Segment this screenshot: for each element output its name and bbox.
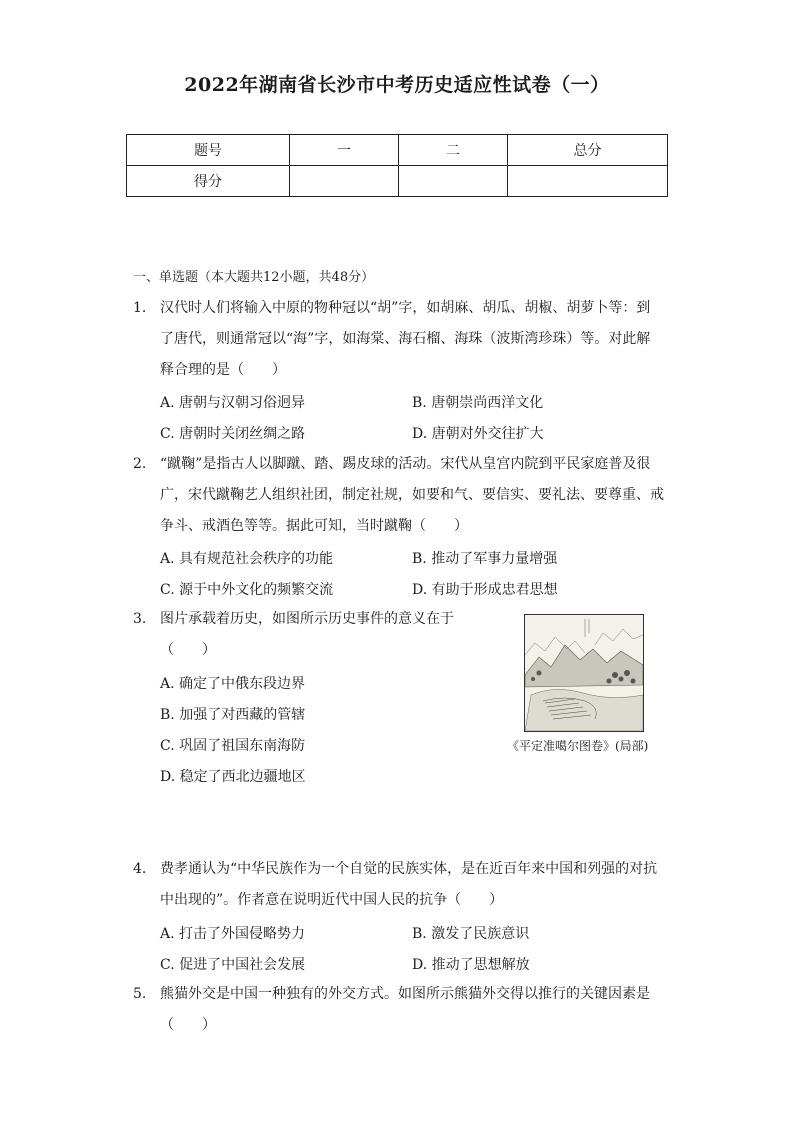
score-table-header-row [127, 135, 668, 166]
section-heading: 一、单选题（本大题共12小题，共48分） [133, 270, 375, 285]
option-d[interactable]: D. 唐朝对外交往扩大 [412, 426, 544, 442]
score-header-cell: 二 [399, 135, 508, 166]
score-table [126, 134, 668, 197]
option-d[interactable]: D. 稳定了西北边疆地区 [160, 769, 306, 785]
question-text-line: 汉代时人们将输入中原的物种冠以“胡”字，如胡麻、胡瓜、胡椒、胡萝卜等：到 [160, 300, 651, 316]
option-b[interactable]: B. 加强了对西藏的管辖 [160, 707, 306, 723]
question-text-line: 了唐代，则通常冠以“海”字，如海棠、海石榴、海珠（波斯湾珍珠）等。对此解 [160, 331, 651, 347]
painting-illustration [525, 615, 643, 731]
score-table-score-row [127, 166, 668, 197]
score-header-cell: 题号 [127, 135, 290, 166]
option-a[interactable]: A. 打击了外国侵略势力 [160, 926, 306, 942]
option-c[interactable]: C. 巩固了祖国东南海防 [160, 738, 306, 754]
option-d[interactable]: D. 有助于形成忠君思想 [412, 582, 558, 598]
option-b[interactable]: B. 唐朝崇尚西洋文化 [412, 395, 544, 411]
option-d[interactable]: D. 推动了思想解放 [412, 957, 530, 973]
figure-caption: 《平定准噶尔图卷》(局部) [507, 739, 649, 753]
question-text-line: （ ） [160, 1017, 216, 1033]
score-cell [508, 166, 668, 197]
question-text-line: （ ） [160, 642, 216, 658]
score-row-label: 得分 [127, 166, 290, 197]
question-text-line: 释合理的是（ ） [160, 362, 286, 378]
question-text-line: “蹴鞠”是指古人以脚蹴、踏、踢皮球的活动。宋代从皇宫内院到平民家庭普及很 [160, 456, 651, 472]
question-text-line: 熊猫外交是中国一种独有的外交方式。如图所示熊猫外交得以推行的关键因素是 [160, 986, 650, 1002]
option-c[interactable]: C. 源于中外文化的频繁交流 [160, 582, 334, 598]
option-a[interactable]: A. 确定了中俄东段边界 [160, 676, 306, 692]
option-a[interactable]: A. 具有规范社会秩序的功能 [160, 551, 334, 567]
question-number: 1. [133, 300, 147, 316]
option-c[interactable]: C. 促进了中国社会发展 [160, 957, 306, 973]
question-text-line: 中出现的”。作者意在说明近代中国人民的抗争（ ） [160, 892, 504, 908]
question-text-line: 争斗、戒酒色等等。据此可知，当时蹴鞠（ ） [160, 518, 468, 534]
score-header-cell: 总分 [508, 135, 668, 166]
question-number: 2. [133, 456, 147, 472]
option-b[interactable]: B. 推动了军事力量增强 [412, 551, 558, 567]
exam-title: 2022年湖南省长沙市中考历史适应性试卷（一） [184, 74, 610, 96]
option-b[interactable]: B. 激发了民族意识 [412, 926, 530, 942]
question-text-line: 广，宋代蹴鞠艺人组织社团，制定社规，如要和气、要信实、要礼法、要尊重、戒 [160, 487, 664, 503]
historical-painting-image [524, 614, 644, 732]
score-header-cell: 一 [290, 135, 399, 166]
question-text-line: 图片承载着历史，如图所示历史事件的意义在于 [160, 611, 454, 627]
question-number: 4. [133, 861, 147, 877]
score-cell [399, 166, 508, 197]
score-cell [290, 166, 399, 197]
question-number: 5. [133, 986, 147, 1002]
question-text-line: 费孝通认为“中华民族作为一个自觉的民族实体，是在近百年来中国和列强的对抗 [160, 861, 658, 877]
question-number: 3. [133, 611, 147, 627]
option-a[interactable]: A. 唐朝与汉朝习俗迥异 [160, 395, 306, 411]
option-c[interactable]: C. 唐朝时关闭丝绸之路 [160, 426, 306, 442]
